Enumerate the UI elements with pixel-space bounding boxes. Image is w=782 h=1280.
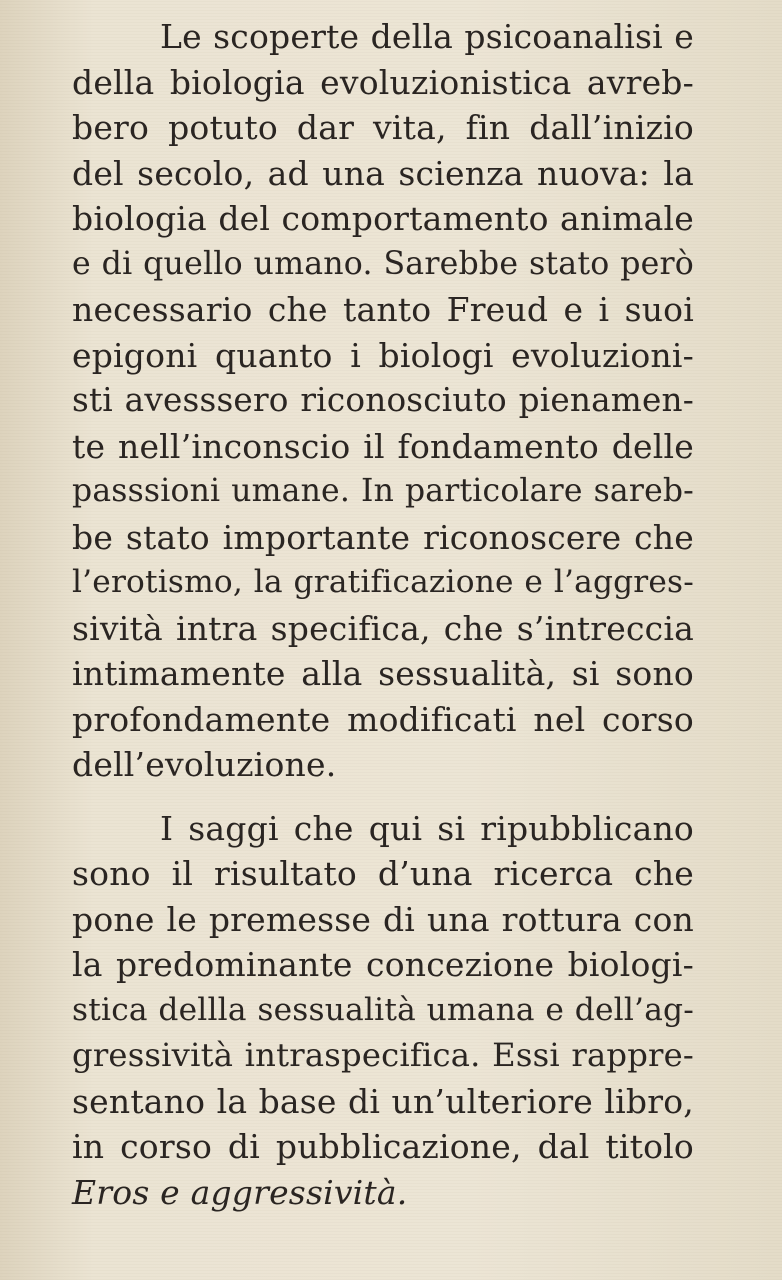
text-body: [72, 14, 694, 1215]
paragraph-gap: [72, 788, 694, 806]
text-line: stica dellla sessualità umana e dell’ag-: [72, 991, 694, 1028]
text-line: epigoni quanto i biologi evoluzioni-: [72, 335, 694, 375]
text-line: sono il risultato d’una ricerca che: [72, 854, 694, 893]
text-line: biologia del comportamento animale: [72, 199, 694, 238]
text-line: pone le premesse di una rottura con: [72, 899, 694, 939]
text-line: dell’evoluzione.: [72, 745, 337, 784]
text-line: passsioni umane. In particolare sareb-: [72, 473, 694, 509]
text-line: sentano la base di un’ulteriore libro,: [72, 1081, 694, 1121]
text-line: necessario che tanto Freud e i suoi: [72, 290, 694, 329]
text-line: be stato importante riconoscere che: [72, 517, 694, 557]
text-line: te nell’inconscio il fondamento delle: [72, 426, 694, 466]
text-line: profondamente modificati nel corso: [72, 699, 694, 739]
book-title-line: Eros e aggressività.: [72, 1172, 408, 1212]
text-line: del secolo, ad una scienza nuova: la: [72, 153, 694, 193]
text-line: sività intra specifica, che s’intreccia: [72, 608, 694, 648]
text-line: sti avesssero riconosciuto pienamen-: [72, 381, 694, 419]
text-line: della biologia evoluzionistica avreb-: [72, 62, 694, 102]
text-line: in corso di pubblicazione, dal titolo: [72, 1127, 694, 1166]
text-line: gressività intraspecifica. Essi rappre-: [72, 1036, 694, 1074]
text-line: e di quello umano. Sarebbe stato però: [72, 245, 694, 282]
text-line: Le scoperte della psicoanalisi e: [160, 17, 694, 56]
text-line: I saggi che qui si ripubblicano: [160, 808, 694, 848]
text-line: la predominante concezione biologi-: [72, 945, 694, 984]
paragraph-2: [72, 806, 694, 1216]
paragraph-1: [72, 14, 694, 788]
text-line: intimamente alla sessualità, si sono: [72, 654, 694, 693]
text-line: l’erotismo, la gratificazione e l’aggres-: [72, 564, 694, 600]
text-line: bero potuto dar vita, fin dall’inizio: [72, 108, 694, 147]
